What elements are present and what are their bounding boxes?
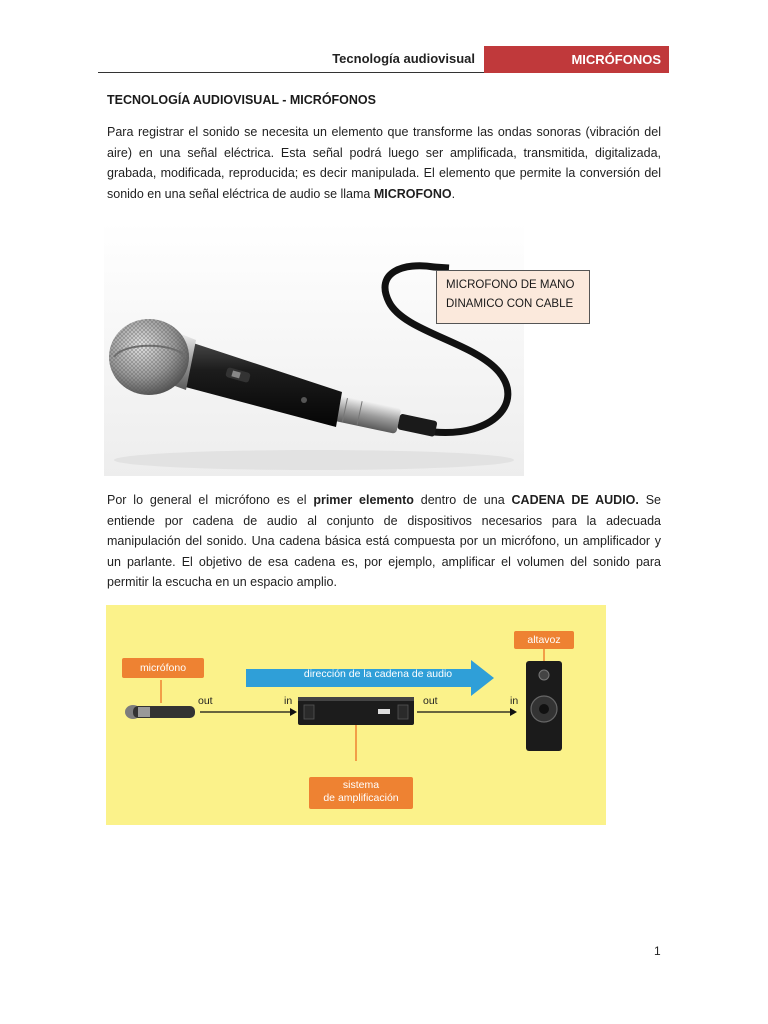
header-section-badge: [484, 46, 669, 73]
intro-paragraph: [107, 122, 661, 204]
microphone-callout: [436, 270, 590, 324]
microphone-label: micrófono: [122, 658, 204, 678]
document-title: TECNOLOGÍA AUDIOVISUAL - MICRÓFONOS: [107, 93, 376, 107]
intro-end: .: [451, 186, 456, 201]
header-section: MICRÓFONOS: [571, 52, 661, 67]
speaker-label: altavoz: [514, 631, 574, 649]
intro-text: Para registrar el sonido se necesita un elemento que transforme las ondas sonoras (vibración del aire) en una señal eléctrica. Esta señal podrá luego ser amplificada, transmitida, digitalizada, grabada, modificada, reproducida; es decir manipulada. El elemento que permite la conversión del sonido en una señal eléctrica de audio se llama: [107, 125, 661, 201]
chain-text-2: dentro de una: [413, 493, 512, 507]
audio-chain-paragraph: [107, 490, 661, 593]
chain-bold-2: CADENA DE AUDIO.: [511, 493, 639, 507]
direction-label: dirección de la cadena de audio: [303, 668, 453, 680]
mic-out-label: out: [198, 695, 213, 707]
amplification-system-label: [309, 777, 413, 809]
speaker-icon: [526, 649, 562, 751]
header-title-bar: [98, 46, 484, 73]
intro-bold-term: MICROFONO: [373, 186, 452, 201]
chain-bold-1: primer elemento: [313, 493, 414, 507]
page-number: 1: [654, 944, 661, 958]
audio-chain-diagram: [106, 605, 606, 825]
chain-text-3: Se entiende por cadena de audio al conjunto de dispositivos necesarios para la adecuada manipulación del sonido. Una cadena básica está compuesta por un micrófono, un amplificador y un parlante. El objetivo de esa cadena es, por ejemplo, amplificar el volumen del sonido para permitir la escucha en un espacio amplio.: [107, 493, 661, 589]
chain-microphone-icon: [125, 705, 195, 719]
handheld-microphone-image: [104, 222, 524, 476]
header-title: Tecnología audiovisual: [332, 51, 475, 66]
speaker-in-label: in: [510, 695, 519, 707]
amplifier-icon: [298, 697, 414, 725]
callout-line-2: DINAMICO CON CABLE: [446, 298, 574, 310]
chain-text-1: Por lo general el micrófono es el: [107, 493, 314, 507]
amp-label-line-2: de amplificación: [323, 792, 399, 804]
callout-line-1: MICROFONO DE MANO: [446, 279, 575, 291]
amp-in-label: in: [284, 695, 293, 707]
amp-out-label: out: [423, 695, 438, 707]
amp-label-line-1: sistema: [342, 779, 380, 791]
